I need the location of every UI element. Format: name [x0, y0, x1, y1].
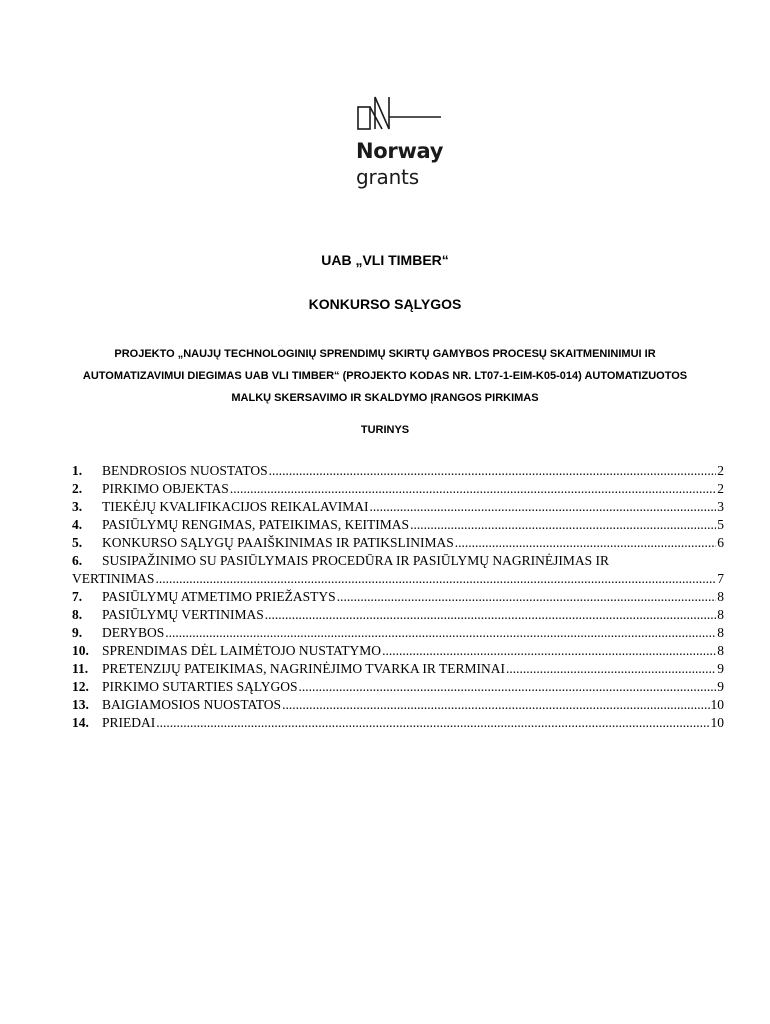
toc-page: 9: [717, 679, 724, 694]
toc-item-wrapped-first-line[interactable]: [72, 552, 724, 570]
toc-title: TURINYS: [360, 424, 410, 436]
toc-page: 8: [717, 589, 724, 604]
toc-number: 13.: [72, 697, 89, 712]
toc-item[interactable]: [72, 696, 724, 714]
toc-item[interactable]: [72, 660, 724, 678]
toc-number: 4.: [72, 517, 83, 532]
toc-item[interactable]: [72, 606, 724, 624]
project-description: [0, 343, 770, 409]
toc-page: 10: [710, 715, 724, 730]
toc-leader: [265, 606, 717, 624]
toc-item[interactable]: [72, 588, 724, 606]
norway-grants-logo: [356, 95, 476, 195]
toc-number: 2.: [72, 481, 83, 496]
toc-text: PRIEDAI: [102, 715, 156, 730]
toc-page: 3: [717, 499, 724, 514]
logo-brand-text: Norway: [356, 139, 444, 163]
toc-item[interactable]: [72, 516, 724, 534]
toc-leader: [230, 480, 716, 498]
project-line: PROJEKTO „NAUJŲ TECHNOLOGINIŲ SPRENDIMŲ SKIRTŲ GAMYBOS PROCESŲ SKAITMENINIMUI IR: [114, 348, 656, 360]
toc-leader: [337, 588, 717, 606]
toc-text: TIEKĖJŲ KVALIFIKACIJOS REIKALAVIMAI: [102, 499, 369, 514]
toc-text: BENDROSIOS NUOSTATOS: [102, 463, 268, 478]
toc-leader: [370, 498, 717, 516]
toc-number: 10.: [72, 643, 89, 658]
toc-page: 10: [710, 697, 724, 712]
toc-item[interactable]: [72, 534, 724, 552]
toc-number: 11.: [72, 661, 89, 676]
toc-number: 8.: [72, 607, 83, 622]
project-line: AUTOMATIZAVIMUI DIEGIMAS UAB VLI TIMBER“ (PROJEKTO KODAS NR. LT07-1-EIM-K05-014) AUTOMATIZUOTOS: [82, 370, 688, 382]
toc-leader: [506, 660, 716, 678]
toc-page: 8: [717, 625, 724, 640]
toc-text: KONKURSO SĄLYGŲ PAAIŠKINIMAS IR PATIKSLINIMAS: [102, 535, 454, 550]
toc-page: 8: [717, 607, 724, 622]
toc-leader: [282, 696, 709, 714]
toc-item[interactable]: [72, 624, 724, 642]
toc-text: PIRKIMO SUTARTIES SĄLYGOS: [102, 679, 298, 694]
project-line: MALKŲ SKERSAVIMO IR SKALDYMO ĮRANGOS PIRKIMAS: [231, 392, 539, 404]
toc-item[interactable]: [72, 714, 724, 732]
norway-grants-emblem-icon: [356, 95, 442, 135]
toc-leader: [155, 570, 716, 588]
toc-text: PRETENZIJŲ PATEIKIMAS, NAGRINĖJIMO TVARKA IR TERMINAI: [102, 661, 506, 676]
toc-page: 8: [717, 643, 724, 658]
toc-number: 1.: [72, 463, 83, 478]
toc-item[interactable]: [72, 498, 724, 516]
toc-page: 9: [717, 661, 724, 676]
toc-number: 3.: [72, 499, 83, 514]
toc-page: 5: [717, 517, 724, 532]
toc-text: PIRKIMO OBJEKTAS: [102, 481, 229, 496]
toc-leader: [165, 624, 716, 642]
toc-item[interactable]: [72, 462, 724, 480]
toc-text: PASIŪLYMŲ RENGIMAS, PATEIKIMAS, KEITIMAS: [102, 517, 410, 532]
toc-item[interactable]: [72, 642, 724, 660]
toc-page: 2: [717, 481, 724, 496]
toc-page: 6: [717, 535, 724, 550]
toc-text: SUSIPAŽINIMO SU PASIŪLYMAIS PROCEDŪRA IR PASIŪLYMŲ NAGRINĖJIMAS IR: [102, 553, 610, 568]
toc-leader: [299, 678, 717, 696]
toc-text: PASIŪLYMŲ VERTINIMAS: [102, 607, 264, 622]
toc-leader: [455, 534, 717, 552]
toc-number: 14.: [72, 715, 89, 730]
toc-leader: [269, 462, 717, 480]
toc-page: 2: [717, 463, 724, 478]
toc-number: 9.: [72, 625, 83, 640]
toc-item[interactable]: [72, 480, 724, 498]
toc-leader: [382, 642, 716, 660]
toc-number: 5.: [72, 535, 83, 550]
toc-page: 7: [717, 571, 724, 586]
toc-text-continued: VERTINIMAS: [72, 571, 155, 586]
company-name: UAB „VLI TIMBER“: [321, 252, 449, 268]
toc-text: BAIGIAMOSIOS NUOSTATOS: [102, 697, 282, 712]
toc-text: DERYBOS: [102, 625, 165, 640]
toc-number: 12.: [72, 679, 89, 694]
toc-item-wrapped-second-line[interactable]: [72, 570, 724, 588]
toc-item[interactable]: [72, 678, 724, 696]
toc-number: 7.: [72, 589, 83, 604]
toc-number: 6.: [72, 553, 83, 568]
table-of-contents: [72, 462, 724, 732]
logo-sub-text: grants: [356, 165, 419, 189]
toc-leader: [410, 516, 716, 534]
document-title: KONKURSO SĄLYGOS: [308, 296, 462, 312]
toc-leader: [156, 714, 709, 732]
toc-text: PASIŪLYMŲ ATMETIMO PRIEŽASTYS: [102, 589, 336, 604]
toc-text: SPRENDIMAS DĖL LAIMĖTOJO NUSTATYMO: [102, 643, 382, 658]
